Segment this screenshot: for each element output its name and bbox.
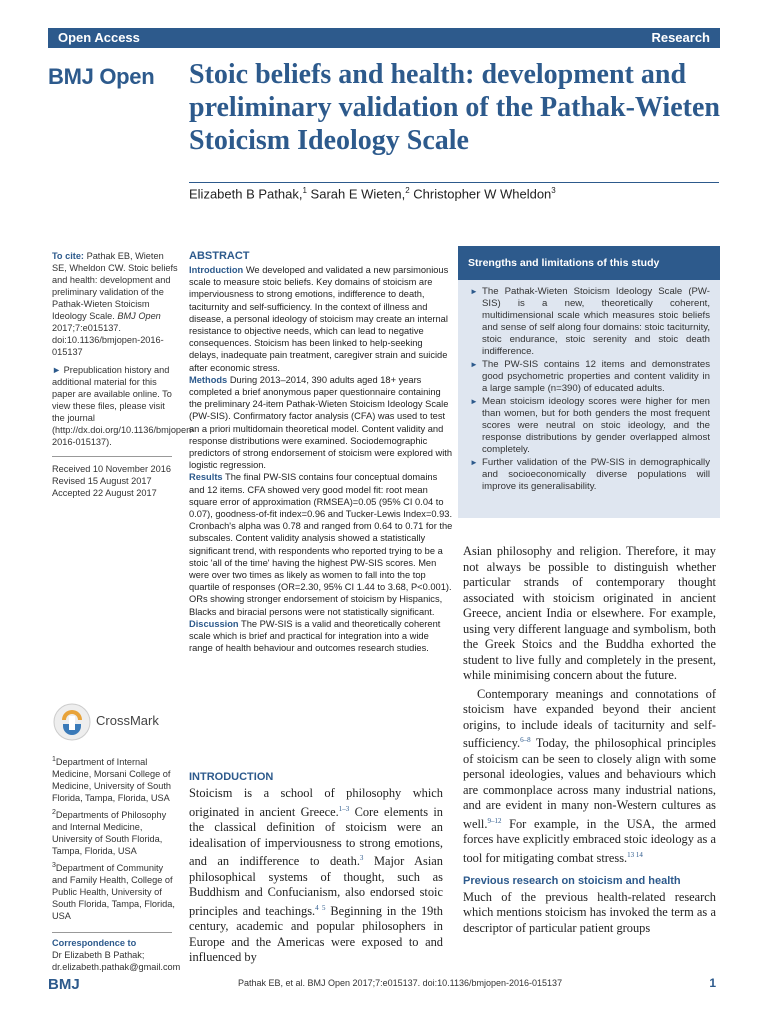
page-number: 1: [709, 976, 716, 990]
strength-item: ► The Pathak-Wieten Stoicism Ideology Scale (PW-SIS) is a new, theoretically coherent, multidimensional scale which measures stoic beliefs and sense of self along four domains: stoic taciturnity, stoic endurance, stoic serenity and stoic death indifference.: [470, 286, 710, 358]
strength-item: ► The PW-SIS contains 12 items and demonstrates good psychometric properties and content validity in a large sample (n=390) of educated adults.: [470, 359, 710, 395]
abstract-methods: Methods During 2013–2014, 390 adults aged 18+ years completed a brief anonymous paper questionnaire containing the preliminary 24-item Pathak-Wieten Stoicism Ideology Scale (PW-SIS). Confirmatory factor analysis (CFA) was used to test an a priori multidomain theoretical model. Content validity and response distributions were examined. Sociodemographic predictors of strong endorsement of stoicism were explored with logistic regression.: [189, 374, 453, 471]
abstract-intro: Introduction We developed and validated a new parsimonious scale to measure stoic beliefs. Key domains of stoicism are imperviousness to strong emotions, indifference to death, taciturnity and self-sufficiency. In the context of illness and disease, a personal ideology of stoicism may create an internal resistance to objective needs, which can lead to negative consequences. Stoicism has been linked to help-seeking delays, inadequate pain treatment, caregiver strain and suicide after economic stress.: [189, 265, 449, 373]
article-title: Stoic beliefs and health: development and preliminary validation of the Pathak-Wieten Stoicism Ideology Scale: [189, 59, 720, 156]
author-1: Elizabeth B Pathak,: [189, 186, 303, 202]
affil-divider: [52, 932, 172, 933]
received-date: Received 10 November 2016: [52, 464, 171, 474]
crossmark-badge[interactable]: [52, 702, 180, 742]
strength-item: ► Mean stoicism ideology scores were higher for men than women, but for both genders the most frequent scores were neutral on stoic ideology, and the response distributions by gender overlapped almost completely.: [470, 396, 710, 456]
correspondence-name: Dr Elizabeth B Pathak;: [52, 950, 145, 961]
crossmark-icon: [52, 702, 92, 742]
strengths-heading: Strengths and limitations of this study: [458, 246, 720, 280]
correspondence-label: Correspondence to: [52, 938, 137, 949]
affiliation-3: $^3$Department of Community and Family Health, College of Public Health, University of South Florida, Tampa, Florida, USA: [52, 862, 175, 922]
abstract-discussion: Discussion The PW-SIS is a valid and theoretically coherent scale which is brief and practical for integration into a wide range of health behaviour and outcomes research studies.: [189, 618, 441, 654]
author-list: [189, 186, 556, 201]
prepub-note: [52, 364, 195, 448]
ref[interactable]: 13 14: [627, 850, 643, 859]
ref[interactable]: 3: [359, 854, 364, 863]
author-1-affil: 1: [302, 186, 307, 195]
abstract-results: Results The final PW-SIS contains four conceptual domains and 12 items. CFA showed very good model fit: root mean square error of approximation (RMSEA)=0.05 (95% CI 0.04 to 0.07), goodness-of-fit index=0.96 and Tucker-Lewis Index=0.93. Cronbach's alpha was 0.78 and ranged from 0.64 to 0.71 for the subscales. Content validity analysis showed a statistically significant trend, with respondents who reported trying to be a stoic 'all of the time' having the highest PW-SIS scores. Men were over two times as likely as women to fall into the top quartile of responses (OR=2.30, 95% CI 1.44 to 3.68, P<0.001). ORs showing stronger endorsement of stoicism by Hispanics, Blacks and biracial persons were not statistically significant.: [189, 472, 453, 617]
sidebar-divider: [52, 456, 172, 457]
cite-rest: 2017;7:e015137. doi:10.1136/bmjopen-2016-015137: [52, 323, 164, 357]
title-divider: [189, 182, 719, 183]
ref[interactable]: 4 5: [315, 903, 326, 912]
top-banner: [48, 28, 720, 48]
previous-research-heading: Previous research on stoicism and health: [463, 875, 681, 888]
page-footer: [48, 976, 720, 996]
ref[interactable]: 9–12: [487, 816, 502, 825]
body-paragraph-3: Much of the previous health-related research which mentions stoicism has invoked the term as a descriptor of particular patient groups: [463, 889, 716, 935]
journal-brand: BMJ Open: [48, 64, 155, 89]
ref[interactable]: 1–3: [338, 804, 350, 813]
introduction-body: [189, 786, 443, 966]
body-paragraph-2: Contemporary meanings and connotations of stoicism have expanded beyond their ancient origins, to include ideals of taciturnity and self-sufficiency.$^{6-8}$ Today, the philosophical principles of stoicism can be seen to closely align with some personal ideologies, values and behaviours which are commonplace across many industrial nations, and are evident in many non-Western cultures as well.$^{9-12}$ For example, in the USA, the armed forces have explicitly embraced stoic ideology as a tool for mitigating combat stress.$^{13 14}$: [463, 686, 716, 865]
affiliations: [52, 754, 180, 973]
open-access-label: Open Access: [58, 30, 140, 45]
strengths-box: [458, 246, 720, 518]
cite-text: Pathak EB, Wieten SE, Wheldon CW. Stoic beliefs and health: development and preliminary validation of the Pathak-Wieten Stoicism Ideology Scale.: [52, 251, 178, 321]
author-2: Sarah E Wieten,: [310, 186, 406, 202]
ref[interactable]: 6–8: [520, 736, 531, 744]
bullet-icon: ►: [52, 365, 62, 375]
strength-item: ► Further validation of the PW-SIS in demographically and socioeconomically diverse populations will improve its generalisability.: [470, 457, 710, 493]
author-3-affil: 3: [551, 186, 556, 195]
revised-date: Revised 15 August 2017: [52, 476, 152, 486]
body-paragraph-1: Asian philosophy and religion. Therefore, it may not always be possible to distinguish whether particular strands of contemporary thought associated with stoicism originated in ancient Greece, ancient India or elsewhere. For example, using very different language and symbolism, both the Greek Stoics and the Buddha exhorted the student to live fully and completely in the present, while minimising concern about the future.: [463, 544, 716, 682]
citation-block: [52, 250, 180, 358]
author-2-affil: 2: [405, 186, 410, 195]
prepub-text: Prepublication history and additional material for this paper are available online. To view these files, please visit the journal (http://dx.doi.org/10.1136/bmjopen-2016-015137).: [52, 365, 195, 447]
cite-journal: BMJ Open: [117, 311, 161, 321]
author-3: Christopher W Wheldon: [413, 186, 552, 202]
accepted-date: Accepted 22 August 2017: [52, 488, 157, 498]
strengths-list: [458, 280, 720, 493]
crossmark-label: CrossMark: [96, 713, 159, 728]
article-type-label: Research: [651, 30, 710, 45]
affiliation-1: $^1$Department of Internal Medicine, Morsani College of Medicine, University of South Florida, Tampa, Florida, USA: [52, 756, 171, 804]
introduction-heading: INTRODUCTION: [189, 771, 274, 783]
cite-label: To cite:: [52, 251, 84, 261]
abstract-heading: ABSTRACT: [189, 250, 250, 262]
correspondence-email[interactable]: dr.elizabeth.pathak@gmail.com: [52, 962, 181, 973]
footer-citation: Pathak EB, et al. BMJ Open 2017;7:e015137. doi:10.1136/bmjopen-2016-015137: [238, 978, 563, 988]
abstract-body: [189, 264, 453, 655]
affiliation-2: $^2$Departments of Philosophy and Internal Medicine, University of South Florida, Tampa, Florida, USA: [52, 809, 167, 857]
right-column-body: [463, 544, 716, 936]
intro-paragraph: Stoicism is a school of philosophy which originated in ancient Greece.$^{1-3}$ Core elements in the classical definition of stoicism were an idealisation of imperviousness to strong emotions, and an indifference to death.$^3$ Major Asian philosophical systems of thought, such as Buddhism and Confucianism, also endorsed stoic principles and teachings.$^{4 5}$ Beginning in the 19th century, academic and popular philosophers in Europe and the Americas were exposed to and influenced by: [189, 786, 443, 965]
bmj-logo: BMJ: [48, 976, 80, 993]
sidebar-cite: [52, 250, 195, 499]
